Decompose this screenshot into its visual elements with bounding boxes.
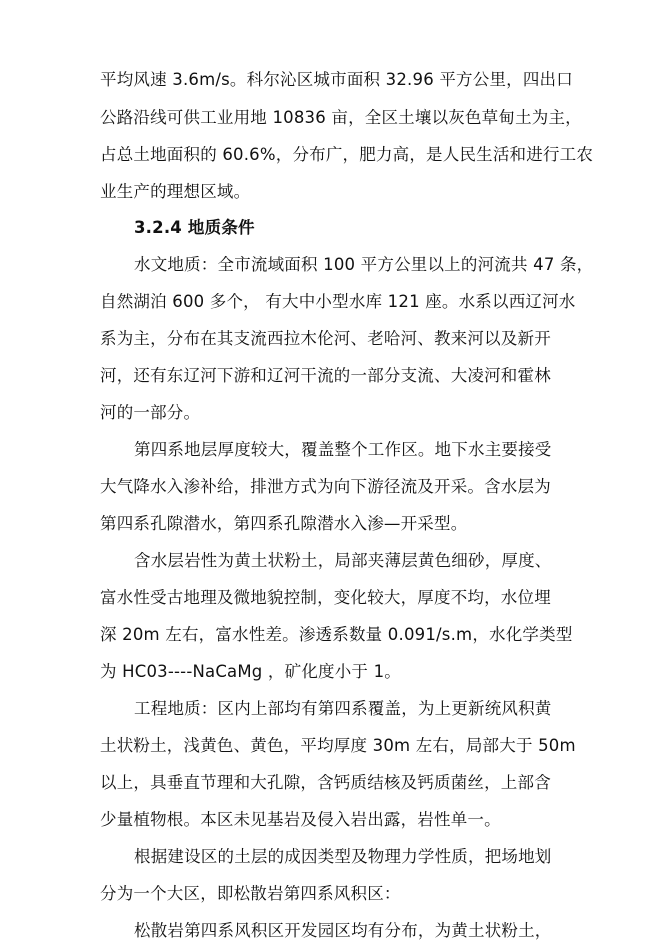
text-line: 水文地质：全市流域面积 100 平方公里以上的河流共 47 条， (134, 255, 594, 274)
section-heading: 3.2.4 地质条件 (134, 218, 255, 237)
text-line: 少量植物根。本区未见基岩及侵入岩出露，岩性单一。 (100, 810, 501, 829)
text-line: 占总土地面积的 60.6%，分布广，肥力高，是人民生活和进行工农 (100, 145, 594, 164)
text-line: 业生产的理想区域。 (100, 182, 251, 201)
text-line: 公路沿线可供工业用地 10836 亩，全区土壤以灰色草甸土为主， (100, 108, 582, 127)
text-line: 工程地质：区内上部均有第四系覆盖，为上更新统风积黄 (134, 699, 552, 718)
text-line: 自然湖泊 600 多个， 有大中小型水库 121 座。水系以西辽河水 (100, 292, 576, 311)
text-line: 以上，具垂直节理和大孔隙，含钙质结核及钙质菌丝，上部含 (100, 773, 551, 792)
text-line: 平均风速 3.6m/s。科尔沁区城市面积 32.96 平方公里，四出口 (100, 70, 573, 89)
text-line: 富水性受古地理及微地貌控制，变化较大，厚度不均，水位埋 (100, 588, 551, 607)
text-line: 大气降水入渗补给，排泄方式为向下游径流及开采。含水层为 (100, 477, 551, 496)
text-line: 为 HC03----NaCaMg ，矿化度小于 1。 (100, 662, 401, 681)
text-line: 松散岩第四系风积区开发园区均有分布，为黄土状粉土， (134, 921, 552, 940)
text-line: 含水层岩性为黄土状粉土，局部夹薄层黄色细砂，厚度、 (134, 551, 552, 570)
text-line: 第四系孔隙潜水，第四系孔隙潜水入渗—开采型。 (100, 514, 468, 533)
text-line: 河，还有东辽河下游和辽河干流的一部分支流、大凌河和霍林 (100, 366, 551, 385)
text-line: 分为一个大区，即松散岩第四系风积区： (100, 884, 401, 903)
text-line: 根据建设区的土层的成因类型及物理力学性质，把场地划 (134, 847, 552, 866)
text-line: 深 20m 左右，富水性差。渗透系数量 0.091/s.m，水化学类型 (100, 625, 573, 644)
text-line: 系为主，分布在其支流西拉木伦河、老哈河、教来河以及新开 (100, 329, 551, 348)
text-line: 河的一部分。 (100, 403, 201, 422)
text-line: 土状粉土，浅黄色、黄色，平均厚度 30m 左右，局部大于 50m (100, 736, 576, 755)
text-line: 第四系地层厚度较大，覆盖整个工作区。地下水主要接受 (134, 440, 552, 459)
